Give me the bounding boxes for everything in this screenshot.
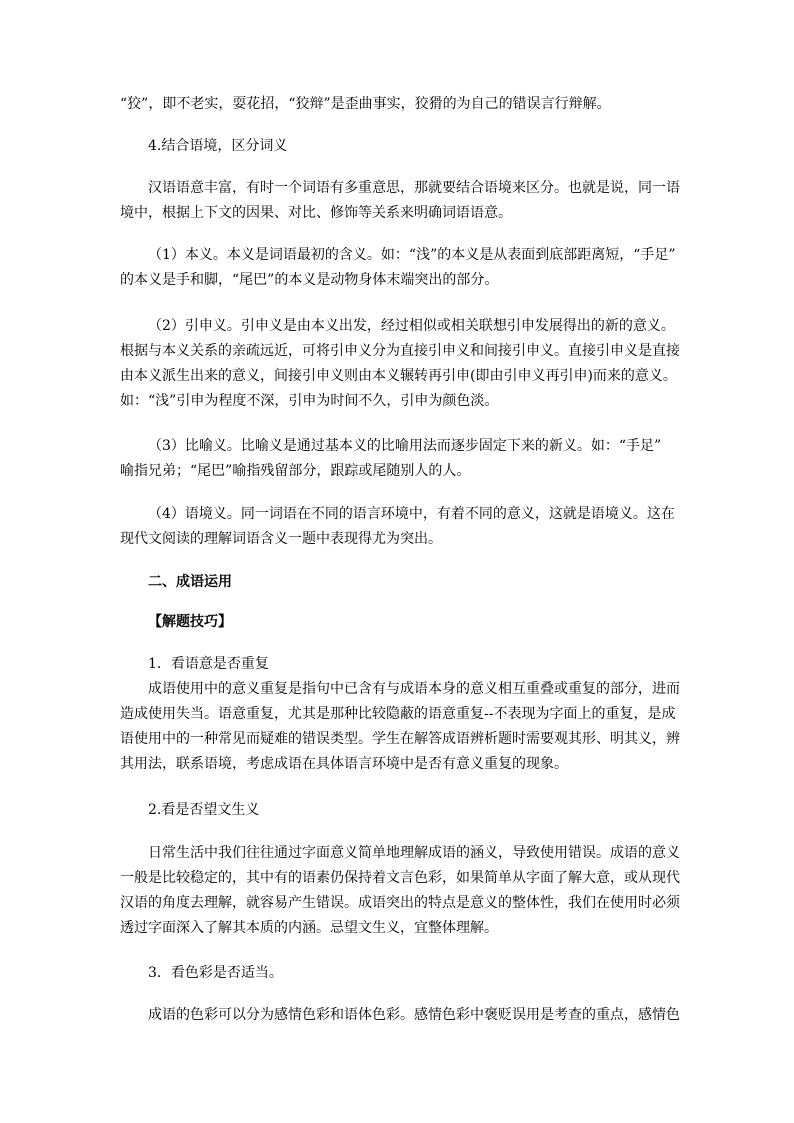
paragraph-6: （3）比喻义。比喻义是通过基本义的比喻用法而逐步固定下来的新义。如：“手足” 喻指兄弟；“尾巴”喻指残留部分，跟踪或尾随别人的人。 [120, 438, 662, 479]
subheading-2: 2.看是否望文生义 [148, 802, 260, 818]
section-heading: 二、成语运用 [148, 574, 232, 590]
tips-heading: 【解题技巧】 [148, 614, 232, 630]
paragraph-13: 成语的色彩可以分为感情色彩和语体色彩。感情色彩中褒贬误用是考查的重点，感情色 [148, 1007, 680, 1023]
paragraph-7: （4）语境义。同一词语在不同的语言环境中，有着不同的意义，这就是语境义。这在 现代文阅读的理解词语含义一题中表现得尤为突出。 [120, 506, 675, 547]
paragraph-9: 成语使用中的意义重复是指句中已含有与成语本身的意义相互重叠或重复的部分，进而 造成使用失当。语意重复，尤其是那种比较隐蔽的语意重复--不表现为字面上的重复，是成 语使用中的一种常见而疑难的错误类型。学生在解答成语辨析题时需要观其形、明其义，辨 其用法，联系语境，考虑成语在具体语言环境中是否有意义重复的现象。 [120, 681, 680, 772]
subheading-3: 3．看色彩是否适当。 [148, 965, 283, 981]
subheading-4: 4.结合语境，区分词义 [148, 138, 288, 154]
subheading-1: 1．看语意是否重复 [148, 656, 269, 672]
paragraph-5: （2）引申义。引申义是由本义出发，经过相似或相关联想引申发展得出的新的意义。 根据与本义关系的亲疏远近，可将引申义分为直接引申义和间接引申义。直接引申义是直接 由本义派生出来的意义，间接引申义则由本义辗转再引申(即由引申义再引申)而来的意义。 如：“浅”引申为程度不深，引申为时间不久，引申为颜色淡。 [120, 318, 680, 409]
paragraph-11: 日常生活中我们往往通过字面意义简单地理解成语的涵义，导致使用错误。成语的意义 一般是比较稳定的，其中有的语素仍保持着文言色彩，如果简单从字面了解大意，或从现代 汉语的角度去理解，就容易产生错误。成语突出的特点是意义的整体性，我们在使用时必须 透过字面深入了解其本质的内涵。忌望文生义，宜整体理解。 [120, 845, 680, 936]
paragraph-3: 汉语语意丰富，有时一个词语有多重意思，那就要结合语境来区分。也就是说，同一语 境中，根据上下文的因果、对比、修饰等关系来明确词语语意。 [120, 180, 680, 221]
paragraph-4: （1）本义。本义是词语最初的含义。如：“浅”的本义是从表面到底部距离短，“手足” 的本义是手和脚，“尾巴”的本义是动物身体末端突出的部分。 [120, 247, 676, 288]
paragraph-1: “狡”，即不老实，耍花招，“狡辩”是歪曲事实，狡猾的为自己的错误言行辩解。 [120, 96, 611, 112]
